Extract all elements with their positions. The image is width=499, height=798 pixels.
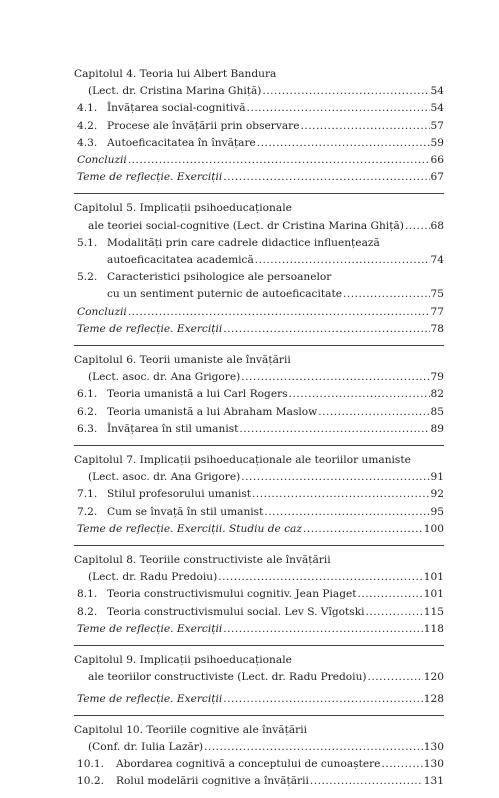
chapter-author: (Conf. dr. Iulia Lazăr)	[88, 740, 204, 753]
page-number: 79	[430, 371, 444, 384]
section-number: 4.1.	[77, 102, 98, 115]
toc-entry	[74, 252, 444, 269]
section-title: Caracteristici psihologice ale persoanelor	[107, 271, 332, 284]
dot-leader	[289, 386, 430, 403]
toc-entry	[74, 469, 444, 486]
exercises-label: Teme de reflecție. Exerciții. Studiu de caz	[77, 522, 302, 535]
dot-leader	[239, 421, 429, 438]
section-title-continued: autoeficacitatea academică	[107, 254, 254, 267]
page-number: 75	[430, 288, 444, 301]
section-number: 10.2.	[77, 775, 104, 788]
dot-leader	[257, 135, 430, 152]
chapter-5	[74, 193, 444, 338]
chapter-author: ale teoriei social-cognitive (Lect. dr Cristina Marina Ghiță)	[88, 219, 404, 232]
page-number: 101	[423, 571, 444, 584]
section-number: 5.1.	[77, 236, 98, 249]
section-title: Învățarea social-cognitivă	[107, 102, 246, 115]
chapter-title: Capitolul 4. Teoria lui Albert Bandura	[74, 68, 277, 80]
dot-leader	[241, 469, 429, 486]
toc-entry	[74, 152, 444, 169]
toc-entry	[74, 586, 444, 603]
page-number: 130	[423, 740, 444, 753]
section-title: Învățarea în stil umanist	[107, 422, 239, 435]
toc-entry	[74, 269, 444, 286]
dot-leader	[300, 118, 429, 135]
toc-entry	[74, 100, 444, 117]
page-number: 100	[423, 522, 444, 535]
dot-leader	[262, 83, 429, 100]
page-number: 66	[430, 154, 444, 167]
chapter-title: Capitolul 5. Implicații psihoeducaționale	[74, 202, 292, 215]
dot-leader	[255, 252, 430, 269]
section-title: Teoria umanistă a lui Carl Rogers	[107, 388, 288, 401]
page-number: 57	[430, 119, 444, 132]
section-title: Procese ale învățării prin observare	[107, 119, 300, 132]
toc-entry	[74, 304, 444, 321]
table-of-contents	[74, 66, 444, 798]
chapter-title: Capitolul 8. Teoriile constructiviste ale învățării	[74, 554, 331, 567]
dot-leader	[252, 486, 429, 503]
section-number: 6.3.	[77, 422, 98, 435]
section-title-continued: cu un sentiment puternic de autoeficacitate	[107, 288, 342, 301]
dot-leader	[368, 669, 423, 686]
page-number: 101	[423, 588, 444, 601]
chapter-title: Capitolul 7. Implicații psihoeducaționale ale teoriilor umaniste	[74, 454, 411, 467]
dot-leader	[128, 304, 430, 321]
toc-entry	[74, 135, 444, 152]
dot-leader	[241, 369, 429, 386]
conclusions-label: Concluzii	[77, 305, 127, 318]
toc-entry	[74, 504, 444, 521]
page-number: 130	[423, 758, 444, 771]
section-number: 6.1.	[77, 388, 98, 401]
page-number: 85	[430, 405, 444, 418]
page-number: 115	[423, 605, 444, 618]
dot-leader	[204, 739, 423, 756]
toc-entry	[74, 621, 444, 638]
page-number: 54	[430, 85, 444, 98]
toc-entry	[74, 386, 444, 403]
dot-leader	[366, 604, 423, 621]
chapter-author: (Lect. dr. Radu Predoiu)	[88, 571, 218, 584]
dot-leader	[343, 286, 430, 303]
section-number: 8.1.	[77, 588, 98, 601]
toc-entry	[74, 218, 444, 235]
toc-entry	[74, 235, 444, 252]
page-number: 68	[430, 219, 444, 232]
exercises-label: Teme de reflecție. Exerciții	[77, 692, 223, 705]
page-number: 82	[430, 388, 444, 401]
toc-entry	[74, 118, 444, 135]
page-number: 59	[430, 136, 444, 149]
chapter-title: Capitolul 6. Teorii umaniste ale învățării	[74, 354, 291, 367]
toc-entry	[74, 569, 444, 586]
toc-entry	[74, 756, 444, 773]
section-number: 4.2.	[77, 119, 98, 132]
page-number: 118	[423, 622, 444, 635]
toc-entry	[74, 739, 444, 756]
page-number: 67	[430, 171, 444, 184]
dot-leader	[264, 504, 429, 521]
section-title: Stilul profesorului umanist	[107, 488, 252, 501]
chapter-title: Capitolul 10. Teoriile cognitive ale învățării	[74, 723, 307, 736]
toc-entry	[74, 773, 444, 790]
chapter-10	[74, 715, 444, 791]
page-number: 91	[430, 471, 444, 484]
dot-leader	[381, 756, 422, 773]
dot-leader	[405, 218, 430, 235]
page-number: 77	[430, 305, 444, 318]
section-number: 6.2.	[77, 405, 98, 418]
chapter-6	[74, 345, 444, 438]
chapter-7	[74, 445, 444, 538]
exercises-label: Teme de reflecție. Exerciții	[77, 622, 223, 635]
dot-leader	[218, 569, 423, 586]
page-number: 95	[430, 505, 444, 518]
page-number: 131	[423, 775, 444, 788]
page-number: 74	[430, 254, 444, 267]
page-number: 54	[430, 102, 444, 115]
chapter-title: Capitolul 9. Implicații psihoeducaționale	[74, 654, 292, 667]
toc-entry	[74, 83, 444, 100]
toc-entry	[74, 286, 444, 303]
page-number: 120	[423, 671, 444, 684]
section-number: 10.1.	[77, 758, 104, 771]
exercises-label: Teme de reflecție. Exerciții	[77, 322, 223, 335]
toc-entry	[74, 321, 444, 338]
section-number: 7.2.	[77, 505, 98, 518]
exercises-label: Teme de reflecție. Exerciții	[77, 171, 223, 184]
chapter-8	[74, 545, 444, 638]
toc-entry	[74, 369, 444, 386]
toc-entry	[74, 604, 444, 621]
page-number: 89	[430, 422, 444, 435]
toc-entry	[74, 486, 444, 503]
dot-leader	[223, 321, 429, 338]
dot-leader	[358, 586, 423, 603]
chapter-author: (Lect. dr. Cristina Marina Ghiță)	[88, 85, 262, 98]
section-title: Teoria umanistă a lui Abraham Maslow	[107, 405, 318, 418]
section-title: Teoria constructivismului social. Lev S. Vîgotski	[107, 605, 365, 618]
page-number: 128	[423, 692, 444, 705]
page-number: 92	[430, 488, 444, 501]
page-number: 78	[430, 322, 444, 335]
chapter-9	[74, 645, 444, 708]
section-number: 5.2.	[77, 271, 98, 284]
toc-entry	[74, 404, 444, 421]
section-title: Rolul modelării cognitive a învățării	[116, 775, 309, 788]
chapter-author: ale teoriilor constructiviste (Lect. dr. Radu Predoiu)	[88, 671, 367, 684]
toc-entry	[74, 169, 444, 186]
toc-entry	[74, 521, 444, 538]
section-title: Cum se învață în stil umanist	[107, 505, 264, 518]
section-number: 7.1.	[77, 488, 98, 501]
section-title: Teoria constructivismului cognitiv. Jean Piaget	[107, 588, 357, 601]
section-title: Abordarea cognitivă a conceptului de cunoaștere	[116, 758, 381, 771]
toc-entry	[74, 669, 444, 686]
conclusions-label: Concluzii	[77, 154, 127, 167]
dot-leader	[303, 521, 423, 538]
chapter-author: (Lect. asoc. dr. Ana Grigore)	[88, 471, 241, 484]
dot-leader	[247, 100, 430, 117]
toc-entry	[74, 691, 444, 708]
section-title: Modalități prin care cadrele didactice influențează	[107, 236, 380, 249]
dot-leader	[223, 621, 423, 638]
section-number: 8.2.	[77, 605, 98, 618]
section-title: Autoeficacitatea în învățare	[107, 136, 256, 149]
dot-leader	[128, 152, 430, 169]
chapter-author: (Lect. asoc. dr. Ana Grigore)	[88, 371, 241, 384]
dot-leader	[223, 691, 423, 708]
section-number: 4.3.	[77, 136, 98, 149]
dot-leader	[318, 404, 429, 421]
dot-leader	[223, 169, 429, 186]
toc-entry	[74, 421, 444, 438]
chapter-4	[74, 66, 444, 186]
dot-leader	[310, 773, 423, 790]
